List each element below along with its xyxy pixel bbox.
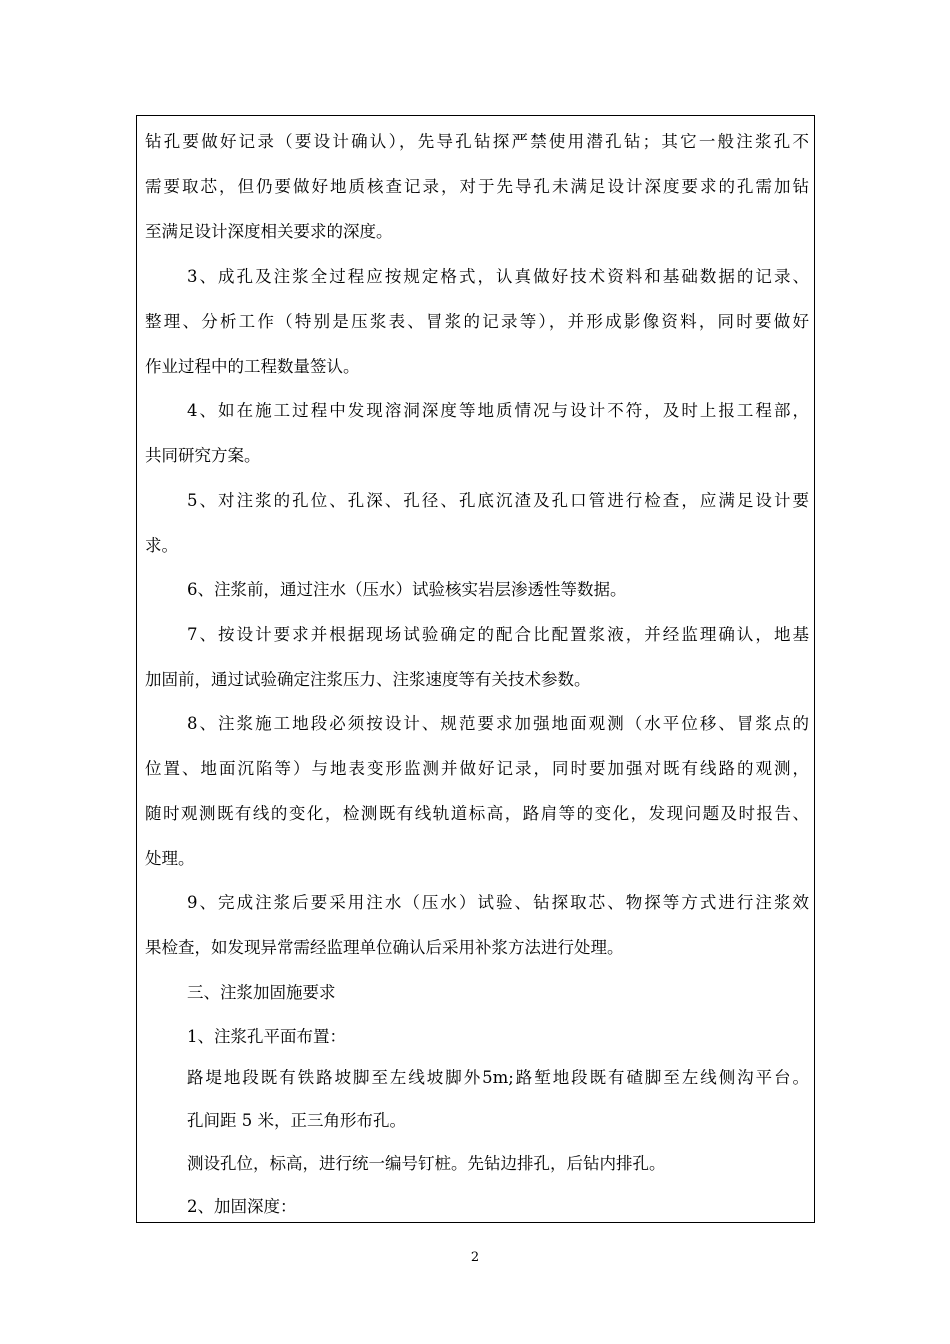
body-line: 处理。 bbox=[145, 849, 195, 868]
subsection-heading: 2、加固深度： bbox=[187, 1197, 297, 1216]
body-line: 3、成孔及注浆全过程应按规定格式，认真做好技术资料和基础数据的记录、 bbox=[187, 267, 809, 286]
page-number: 2 bbox=[470, 1250, 480, 1265]
subsection-heading: 1、注浆孔平面布置： bbox=[187, 1027, 346, 1046]
body-line: 孔间距 5 米，正三角形布孔。 bbox=[187, 1111, 406, 1130]
body-line: 钻孔要做好记录（要设计确认），先导孔钻探严禁使用潜孔钻；其它一般注浆孔不 bbox=[145, 132, 809, 151]
body-line: 整理、分析工作（特别是压浆表、冒浆的记录等），并形成影像资料，同时要做好 bbox=[145, 312, 809, 331]
body-line: 共同研究方案。 bbox=[145, 446, 261, 465]
body-line: 路堤地段既有铁路坡脚至左线坡脚外5m;路堑地段既有碴脚至左线侧沟平台。 bbox=[187, 1068, 809, 1087]
body-line: 测设孔位，标高，进行统一编号钉桩。先钻边排孔，后钻内排孔。 bbox=[187, 1154, 666, 1173]
body-line: 至满足设计深度相关要求的深度。 bbox=[145, 222, 393, 241]
section-heading: 三、注浆加固施要求 bbox=[187, 983, 336, 1002]
body-line: 5、对注浆的孔位、孔深、孔径、孔底沉渣及孔口管进行检查，应满足设计要 bbox=[187, 491, 809, 510]
body-line: 随时观测既有线的变化，检测既有线轨道标高，路肩等的变化，发现问题及时报告、 bbox=[145, 804, 809, 823]
body-line: 6、注浆前，通过注水（压水）试验核实岩层渗透性等数据。 bbox=[187, 580, 627, 599]
body-line: 求。 bbox=[145, 536, 178, 555]
body-line: 果检查，如发现异常需经监理单位确认后采用补浆方法进行处理。 bbox=[145, 938, 624, 957]
body-line: 需要取芯，但仍要做好地质核查记录，对于先导孔未满足设计深度要求的孔需加钻 bbox=[145, 177, 809, 196]
body-line: 位置、地面沉陷等）与地表变形监测并做好记录，同时要加强对既有线路的观测， bbox=[145, 759, 809, 778]
body-line: 作业过程中的工程数量签认。 bbox=[145, 357, 360, 376]
body-line: 7、按设计要求并根据现场试验确定的配合比配置浆液，并经监理确认，地基 bbox=[187, 625, 809, 644]
body-line: 8、注浆施工地段必须按设计、规范要求加强地面观测（水平位移、冒浆点的 bbox=[187, 714, 809, 733]
body-line: 加固前，通过试验确定注浆压力、注浆速度等有关技术参数。 bbox=[145, 670, 591, 689]
body-line: 9、完成注浆后要采用注水（压水）试验、钻探取芯、物探等方式进行注浆效 bbox=[187, 893, 809, 912]
body-line: 4、如在施工过程中发现溶洞深度等地质情况与设计不符，及时上报工程部， bbox=[187, 401, 809, 420]
